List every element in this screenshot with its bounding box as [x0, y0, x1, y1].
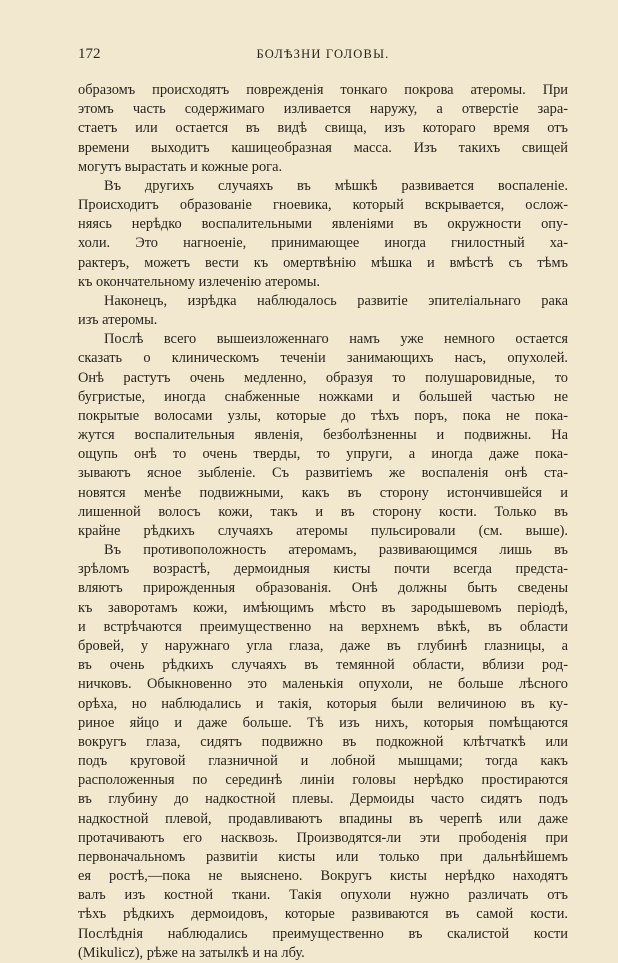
text-line: стаетъ или остается въ видѣ свища, изъ котораго время отъ [78, 120, 568, 137]
text-line: вляютъ прирожденныя образованія. Онѣ должны быть сведены [78, 580, 568, 597]
text-line: тѣхъ рѣдкихъ дермоидовъ, которые развиваются въ самой кости. [78, 906, 568, 923]
text-line: зрѣломъ возрастѣ, дермоидныя кисты почти всегда предста- [78, 561, 568, 578]
text-line: первоначальномъ развитіи кисты или только при дальнѣйшемъ [78, 848, 568, 865]
text-line: Происходитъ образованіе гноевика, который вскрывается, ослож- [78, 197, 568, 214]
text-line: протачиваютъ его насквозь. Производятся-ли эти прободенія при [78, 829, 568, 846]
text-line: Въ противоположность атеромамъ, развивающимся лишь въ [104, 542, 568, 559]
text-line: орѣха, но наблюдались и такія, которыя были величиною въ ку- [78, 695, 568, 712]
text-line: рактеръ, можетъ вести къ омертвѣнію мѣшка и вмѣстѣ съ тѣмъ [78, 254, 568, 271]
text-line: холи. Это нагноеніе, принимающее иногда гнилостный ха- [78, 235, 568, 252]
text-line: бровей, у наружнаго угла глаза, даже въ глубинѣ глазницы, а [78, 637, 568, 654]
text-line: риное яйцо и даже больше. Тѣ изъ нихъ, которыя помѣщаются [78, 714, 568, 731]
text-line: могутъ вырастать и кожные рога. [78, 158, 283, 175]
page-number: 172 [78, 46, 101, 62]
text-line: покрытые волосами узлы, которые до тѣхъ поръ, пока не пока- [78, 407, 568, 424]
text-line: сказать о клиническомъ теченіи занимающихъ насъ, опухолей. [78, 350, 568, 367]
text-line: новятся менѣе подвижными, какъ въ сторону истончившейся и [78, 484, 568, 501]
text-line: къ заворотамъ кожи, имѣющимъ мѣсто въ зародышевомъ періодѣ, [78, 599, 568, 616]
text-line: бугристые, иногда снабженные ножками и большей частью не [78, 388, 568, 405]
text-line: валъ изъ костной ткани. Такія опухоли нужно различать отъ [78, 887, 568, 904]
page-header [78, 46, 568, 66]
text-line: ощупь онѣ то очень тверды, то упруги, а иногда даже пока- [78, 446, 568, 463]
text-line: лишенной волосъ кожи, такъ и въ сторону кости. Только въ [78, 503, 568, 520]
text-line: вокругъ глаза, сидятъ подвижно въ подкожной клѣтчаткѣ или [78, 733, 568, 750]
text-line: въ глубину до надкостной плевы. Дермоиды часто сидятъ подъ [78, 791, 568, 808]
text-line: Онѣ растутъ очень медленно, образуя то полушаровидные, то [78, 369, 568, 386]
text-line: и встрѣчаются преимущественно на верхнемъ вѣкѣ, въ области [78, 618, 568, 635]
running-head: БОЛѢЗНИ ГОЛОВЫ. [256, 47, 390, 61]
text-line: Наконецъ, изрѣдка наблюдалось развитіе эпителіальнаго рака [104, 292, 568, 309]
text-line: жутся воспалительныя явленія, безболѣзненны и подвижны. На [78, 427, 568, 444]
text-line: ничковъ. Обыкновенно это маленькія опухоли, не больше лѣсного [78, 676, 568, 693]
text-line: въ очень рѣдкихъ случаяхъ въ темянной области, вблизи род- [78, 657, 568, 674]
text-line: зываютъ ясное зыбленіе. Съ развитіемъ же воспаленія онѣ ста- [78, 465, 568, 482]
text-line: расположенныя по серединѣ линіи головы нерѣдко простираются [78, 772, 568, 789]
text-line: надкостной плевой, продавливаютъ впадины въ черепѣ или даже [78, 810, 568, 827]
text-line: этомъ часть содержимаго изливается наружу, а отверстіе зара- [78, 101, 568, 118]
text-line: подъ круговой глазничной и лобной мышцами; тогда какъ [78, 753, 568, 770]
text-line: ея ростѣ,—пока не выяснено. Вокругъ кисты нерѣдко находятъ [78, 868, 568, 885]
text-line: Послѣднія наблюдались преимущественно въ скалистой кости [78, 925, 568, 942]
text-line: Въ другихъ случаяхъ въ мѣшкѣ развивается воспаленіе. [104, 177, 568, 194]
text-line: Послѣ всего вышеизложеннаго намъ уже немного остается [104, 331, 568, 348]
text-line: къ окончательному излеченію атеромы. [78, 273, 321, 290]
body-text [78, 81, 568, 963]
text-line: (Mikulicz), рѣже на затылкѣ и на лбу. [78, 944, 305, 961]
text-line: образомъ происходятъ поврежденія тонкаго покрова атеромы. При [78, 82, 568, 98]
text-line: няясь нерѣдко воспалительными явленіями въ окружности опу- [78, 216, 568, 233]
text-line: времени выходитъ кашицеобразная масса. Изъ такихъ свищей [78, 139, 568, 156]
text-line: крайне рѣдкихъ случаяхъ атеромы пульсировали (см. выше). [78, 522, 568, 539]
text-line: изъ атеромы. [78, 312, 158, 329]
